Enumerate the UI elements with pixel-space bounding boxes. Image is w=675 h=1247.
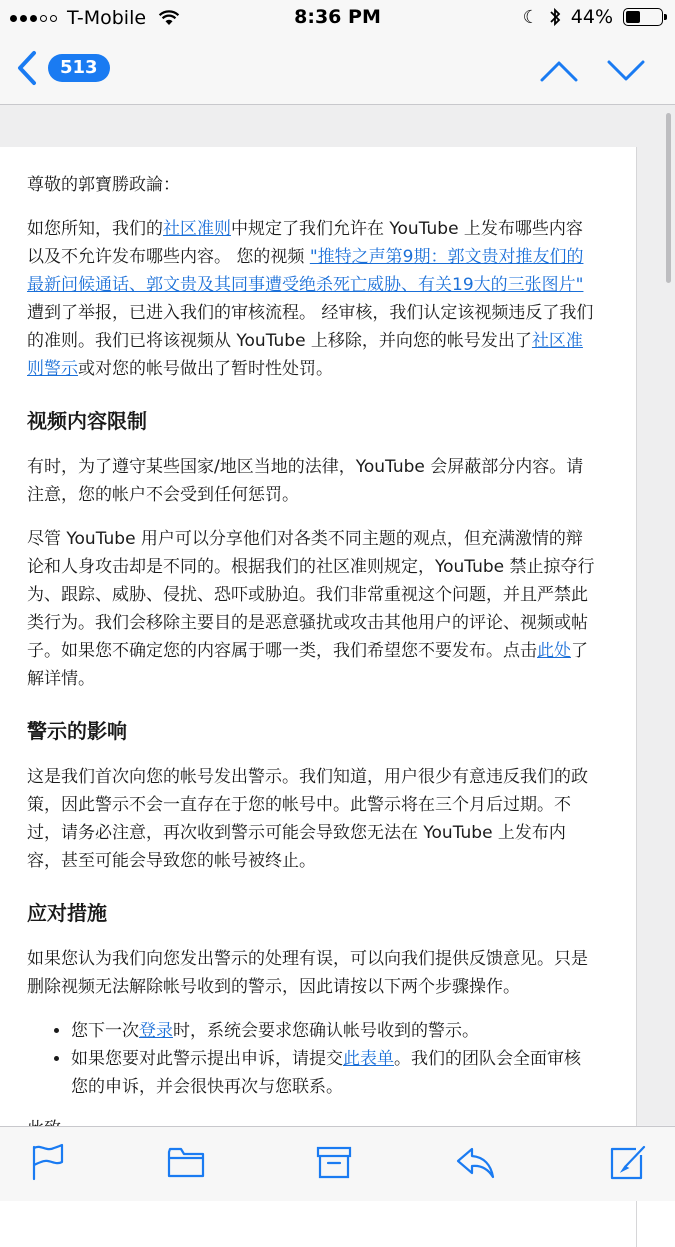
status-time: 8:36 PM bbox=[294, 6, 381, 28]
archive-icon[interactable] bbox=[314, 1143, 354, 1181]
battery-percent: 44% bbox=[570, 6, 613, 28]
list-item bbox=[71, 1045, 596, 1101]
battery-fill bbox=[626, 11, 640, 23]
reply-icon[interactable] bbox=[455, 1143, 495, 1181]
flag-icon[interactable] bbox=[27, 1143, 67, 1181]
text-segment: 遭到了举报，已进入我们的审核流程。 经审核，我们认定该视频违反了我们的准则。我们已将该视频从 YouTube 上移除，并向您的帐号发出了 bbox=[27, 303, 594, 351]
email-frame[interactable] bbox=[0, 105, 675, 1125]
back-chevron-icon bbox=[16, 50, 38, 86]
folder-icon[interactable] bbox=[166, 1143, 206, 1181]
scrollbar[interactable] bbox=[666, 113, 671, 283]
email-paragraph-harassment bbox=[27, 525, 596, 693]
nav-bar bbox=[0, 36, 675, 105]
carrier-label: T-Mobile bbox=[67, 7, 147, 29]
text-segment: 时，系统会要求您确认帐号收到的警示。 bbox=[173, 1021, 479, 1041]
steps-list bbox=[27, 1017, 596, 1101]
heading-strike-impact: 警示的影响 bbox=[27, 719, 127, 743]
learn-more-link[interactable]: 此处 bbox=[537, 641, 571, 661]
text-segment: 如您所知，我们的 bbox=[27, 219, 163, 239]
text-segment: 中规定了我们允许在 YouTube 上发布哪些内容以及不允许发布哪些内容。 您的视频 bbox=[27, 219, 583, 267]
text-segment: 了解详情。 bbox=[27, 641, 588, 689]
sign-in-link[interactable]: 登录 bbox=[139, 1021, 173, 1041]
chevron-up-icon[interactable] bbox=[539, 58, 579, 84]
video-title-link[interactable]: "推特之声第9期：郭文贵对推友们的最新问候通话、郭文贵及其同事遭受绝杀死亡威胁、有关19大的三张图片" bbox=[27, 247, 584, 295]
text-segment: 您下一次 bbox=[71, 1021, 139, 1041]
text-segment: 。我们的团队会全面审核您的申诉，并会很快再次与您联系。 bbox=[71, 1049, 581, 1097]
email-paragraph-feedback: 如果您认为我们向您发出警示的处理有误，可以向我们提供反馈意见。只是删除视频无法解除帐号收到的警示，因此请按以下两个步骤操作。 bbox=[27, 949, 588, 997]
heading-content-restrictions: 视频内容限制 bbox=[27, 409, 147, 433]
email-paragraph-intro bbox=[27, 215, 596, 383]
moon-icon: ☾ bbox=[522, 6, 539, 28]
heading-next-steps: 应对措施 bbox=[27, 901, 107, 925]
text-segment: 如果您要对此警示提出申诉，请提交 bbox=[71, 1049, 343, 1069]
bottom-toolbar bbox=[0, 1126, 675, 1201]
appeal-form-link[interactable]: 此表单 bbox=[343, 1049, 394, 1069]
status-bar bbox=[0, 0, 675, 36]
guidelines-strike-link[interactable]: 社区准则警示 bbox=[27, 331, 583, 379]
email-greeting: 尊敬的郭寶勝政論： bbox=[27, 175, 180, 195]
email-paragraph-impact: 这是我们首次向您的帐号发出警示。我们知道，用户很少有意违反我们的政策，因此警示不会一直存在于您的帐号中。此警示将在三个月后过期。不过，请务必注意，再次收到警示可能会导致您无法在 YouTube 上发布内容，甚至可能会导致您的帐号被终止。 bbox=[27, 767, 588, 871]
community-guidelines-link[interactable]: 社区准则 bbox=[163, 219, 231, 239]
text-segment: 尽管 YouTube 用户可以分享他们对各类不同主题的观点，但充满激情的辩论和人身攻击却是不同的。根据我们的社区准则规定，YouTube 禁止掠夺行为、跟踪、威胁、侵扰、恐吓或胁迫。我们非常重视这个问题，并且严禁此类行为。我们会移除主要目的是恶意骚扰或攻击其他用户的评论、视频或帖子。如果您不确定您的内容属于哪一类，我们希望您不要发布。点击 bbox=[27, 529, 595, 661]
email-body bbox=[0, 147, 637, 1247]
unread-count-badge: 513 bbox=[48, 54, 110, 82]
list-item bbox=[71, 1017, 596, 1045]
compose-icon[interactable] bbox=[608, 1143, 648, 1181]
chevron-down-icon[interactable] bbox=[606, 58, 646, 84]
status-right bbox=[523, 6, 663, 28]
text-segment: 或对您的帐号做出了暂时性处罚。 bbox=[78, 359, 333, 379]
bluetooth-icon bbox=[549, 7, 561, 27]
email-paragraph-restrictions: 有时，为了遵守某些国家/地区当地的法律，YouTube 会屏蔽部分内容。请注意，您的帐户不会受到任何惩罚。 bbox=[27, 457, 584, 505]
battery-icon bbox=[623, 8, 663, 26]
back-button[interactable] bbox=[16, 50, 110, 86]
